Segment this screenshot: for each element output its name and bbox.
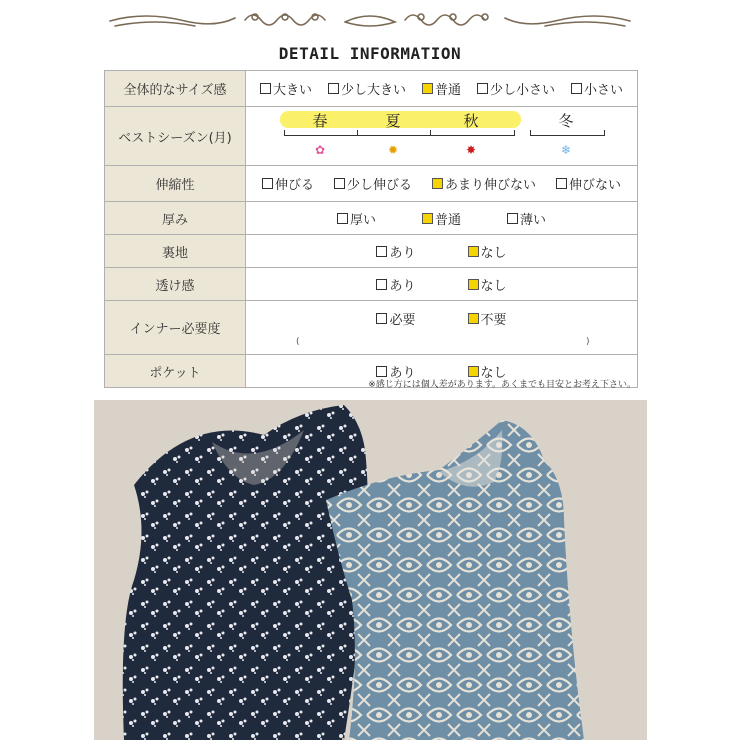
paren-close: ) [586,337,590,347]
product-photo [94,400,647,740]
option-item[interactable]: 伸びない [556,174,621,193]
table-row [105,107,638,166]
checkbox[interactable] [334,178,345,189]
table-row [105,202,638,235]
checkbox-checked[interactable] [468,246,479,257]
checkbox[interactable] [571,83,582,94]
season-winter: 冬 [558,112,574,130]
table-row [105,71,638,107]
option-item[interactable]: 必要 [376,309,415,328]
checkbox[interactable] [262,178,273,189]
row-label: 透け感 [105,268,246,301]
garment-illustration [94,400,647,740]
season-scale [246,107,637,165]
option-item[interactable]: 普通 [422,209,461,228]
option-item[interactable]: なし [468,362,507,381]
maple-leaf-icon: ✸ [465,143,477,157]
checkbox[interactable] [376,313,387,324]
row-label: 伸縮性 [105,166,246,202]
row-label: インナー必要度 [105,301,246,355]
row-label: 全体的なサイズ感 [105,71,246,107]
option-item[interactable]: あり [376,242,415,261]
option-item[interactable]: 小さい [571,79,623,98]
row-label: ポケット [105,355,246,388]
checkbox[interactable] [376,246,387,257]
option-item[interactable]: なし [468,275,507,294]
option-item[interactable]: あり [376,362,415,381]
table-row [105,268,638,301]
table-row [105,301,638,355]
option-item[interactable]: 厚い [337,209,376,228]
option-item[interactable]: あまり伸びない [432,174,536,193]
row-label: 裏地 [105,235,246,268]
option-item[interactable]: 少し伸びる [334,174,412,193]
table-row [105,166,638,202]
sakura-flower-icon: ✿ [314,143,326,157]
option-item[interactable]: 普通 [422,79,461,98]
checkbox-checked[interactable] [422,213,433,224]
season-summer: 夏 [385,112,401,130]
season-spring: 春 [312,112,328,130]
disclaimer-note: ※感じ方には個人差があります。あくまでも目安とお考え下さい。 [368,380,636,390]
table-row [105,235,638,268]
option-item[interactable]: 不要 [468,309,507,328]
checkbox-checked[interactable] [432,178,443,189]
checkbox[interactable] [507,213,518,224]
option-item[interactable]: なし [468,242,507,261]
season-autumn: 秋 [463,112,479,130]
checkbox[interactable] [376,279,387,290]
option-item[interactable]: 少し大きい [328,79,406,98]
decorative-ornament [105,6,635,36]
page-title: DETAIL INFORMATION [278,44,462,63]
checkbox[interactable] [337,213,348,224]
checkbox[interactable] [376,366,387,377]
checkbox[interactable] [477,83,488,94]
option-item[interactable]: 少し小さい [477,79,555,98]
snowflake-icon: ❄ [560,143,572,157]
checkbox[interactable] [328,83,339,94]
option-item[interactable]: あり [376,275,415,294]
option-item[interactable]: 薄い [507,209,546,228]
checkbox-checked[interactable] [468,279,479,290]
checkbox-checked[interactable] [468,366,479,377]
row-label: 厚み [105,202,246,235]
checkbox[interactable] [556,178,567,189]
option-item[interactable]: 伸びる [262,174,314,193]
checkbox[interactable] [260,83,271,94]
checkbox-checked[interactable] [422,83,433,94]
row-label: ベストシーズン(月) [105,107,246,166]
sunflower-icon: ✹ [387,143,399,157]
option-item[interactable]: 大きい [260,79,312,98]
checkbox-checked[interactable] [468,313,479,324]
paren-open: ( [296,337,300,347]
detail-table [104,70,638,388]
